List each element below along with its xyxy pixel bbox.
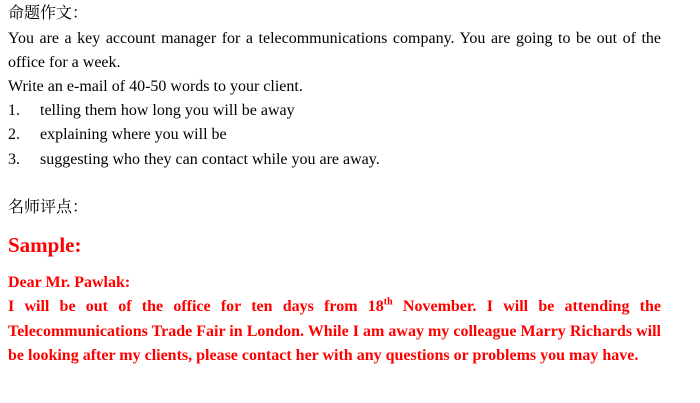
comment-heading: 名师评点： [8, 199, 89, 216]
sample-body-ordinal: th [383, 296, 393, 308]
task-number: 1. [8, 102, 20, 119]
task-prompt: You are a key account manager for a telecommunications company. You are going to be out of the office for a week. [8, 30, 661, 71]
task-number: 2. [8, 126, 20, 143]
task-heading: 命题作文： [8, 5, 89, 22]
sample-body [8, 295, 661, 369]
task-instruction: Write an e-mail of 40-50 words to your client. [8, 78, 303, 95]
sample-body-part1: I will be out of the office for ten days from 18 [8, 298, 384, 315]
task-text: explaining where you will be [40, 126, 227, 143]
task-item [8, 123, 227, 147]
task-item [8, 148, 380, 172]
task-number: 3. [8, 151, 20, 168]
task-text: suggesting who they can contact while you are away. [40, 151, 380, 168]
sample-salutation: Dear Mr. Pawlak: [8, 274, 131, 291]
sample-body-part2: November. I will be attending the Telecommunications Trade Fair in London. While I am away my colleague Marry Richards will be looking after my clients, please contact her with any questions or problems you may have. [8, 298, 661, 365]
task-item [8, 99, 295, 123]
task-text: telling them how long you will be away [40, 102, 295, 119]
sample-title: Sample: [8, 233, 82, 257]
